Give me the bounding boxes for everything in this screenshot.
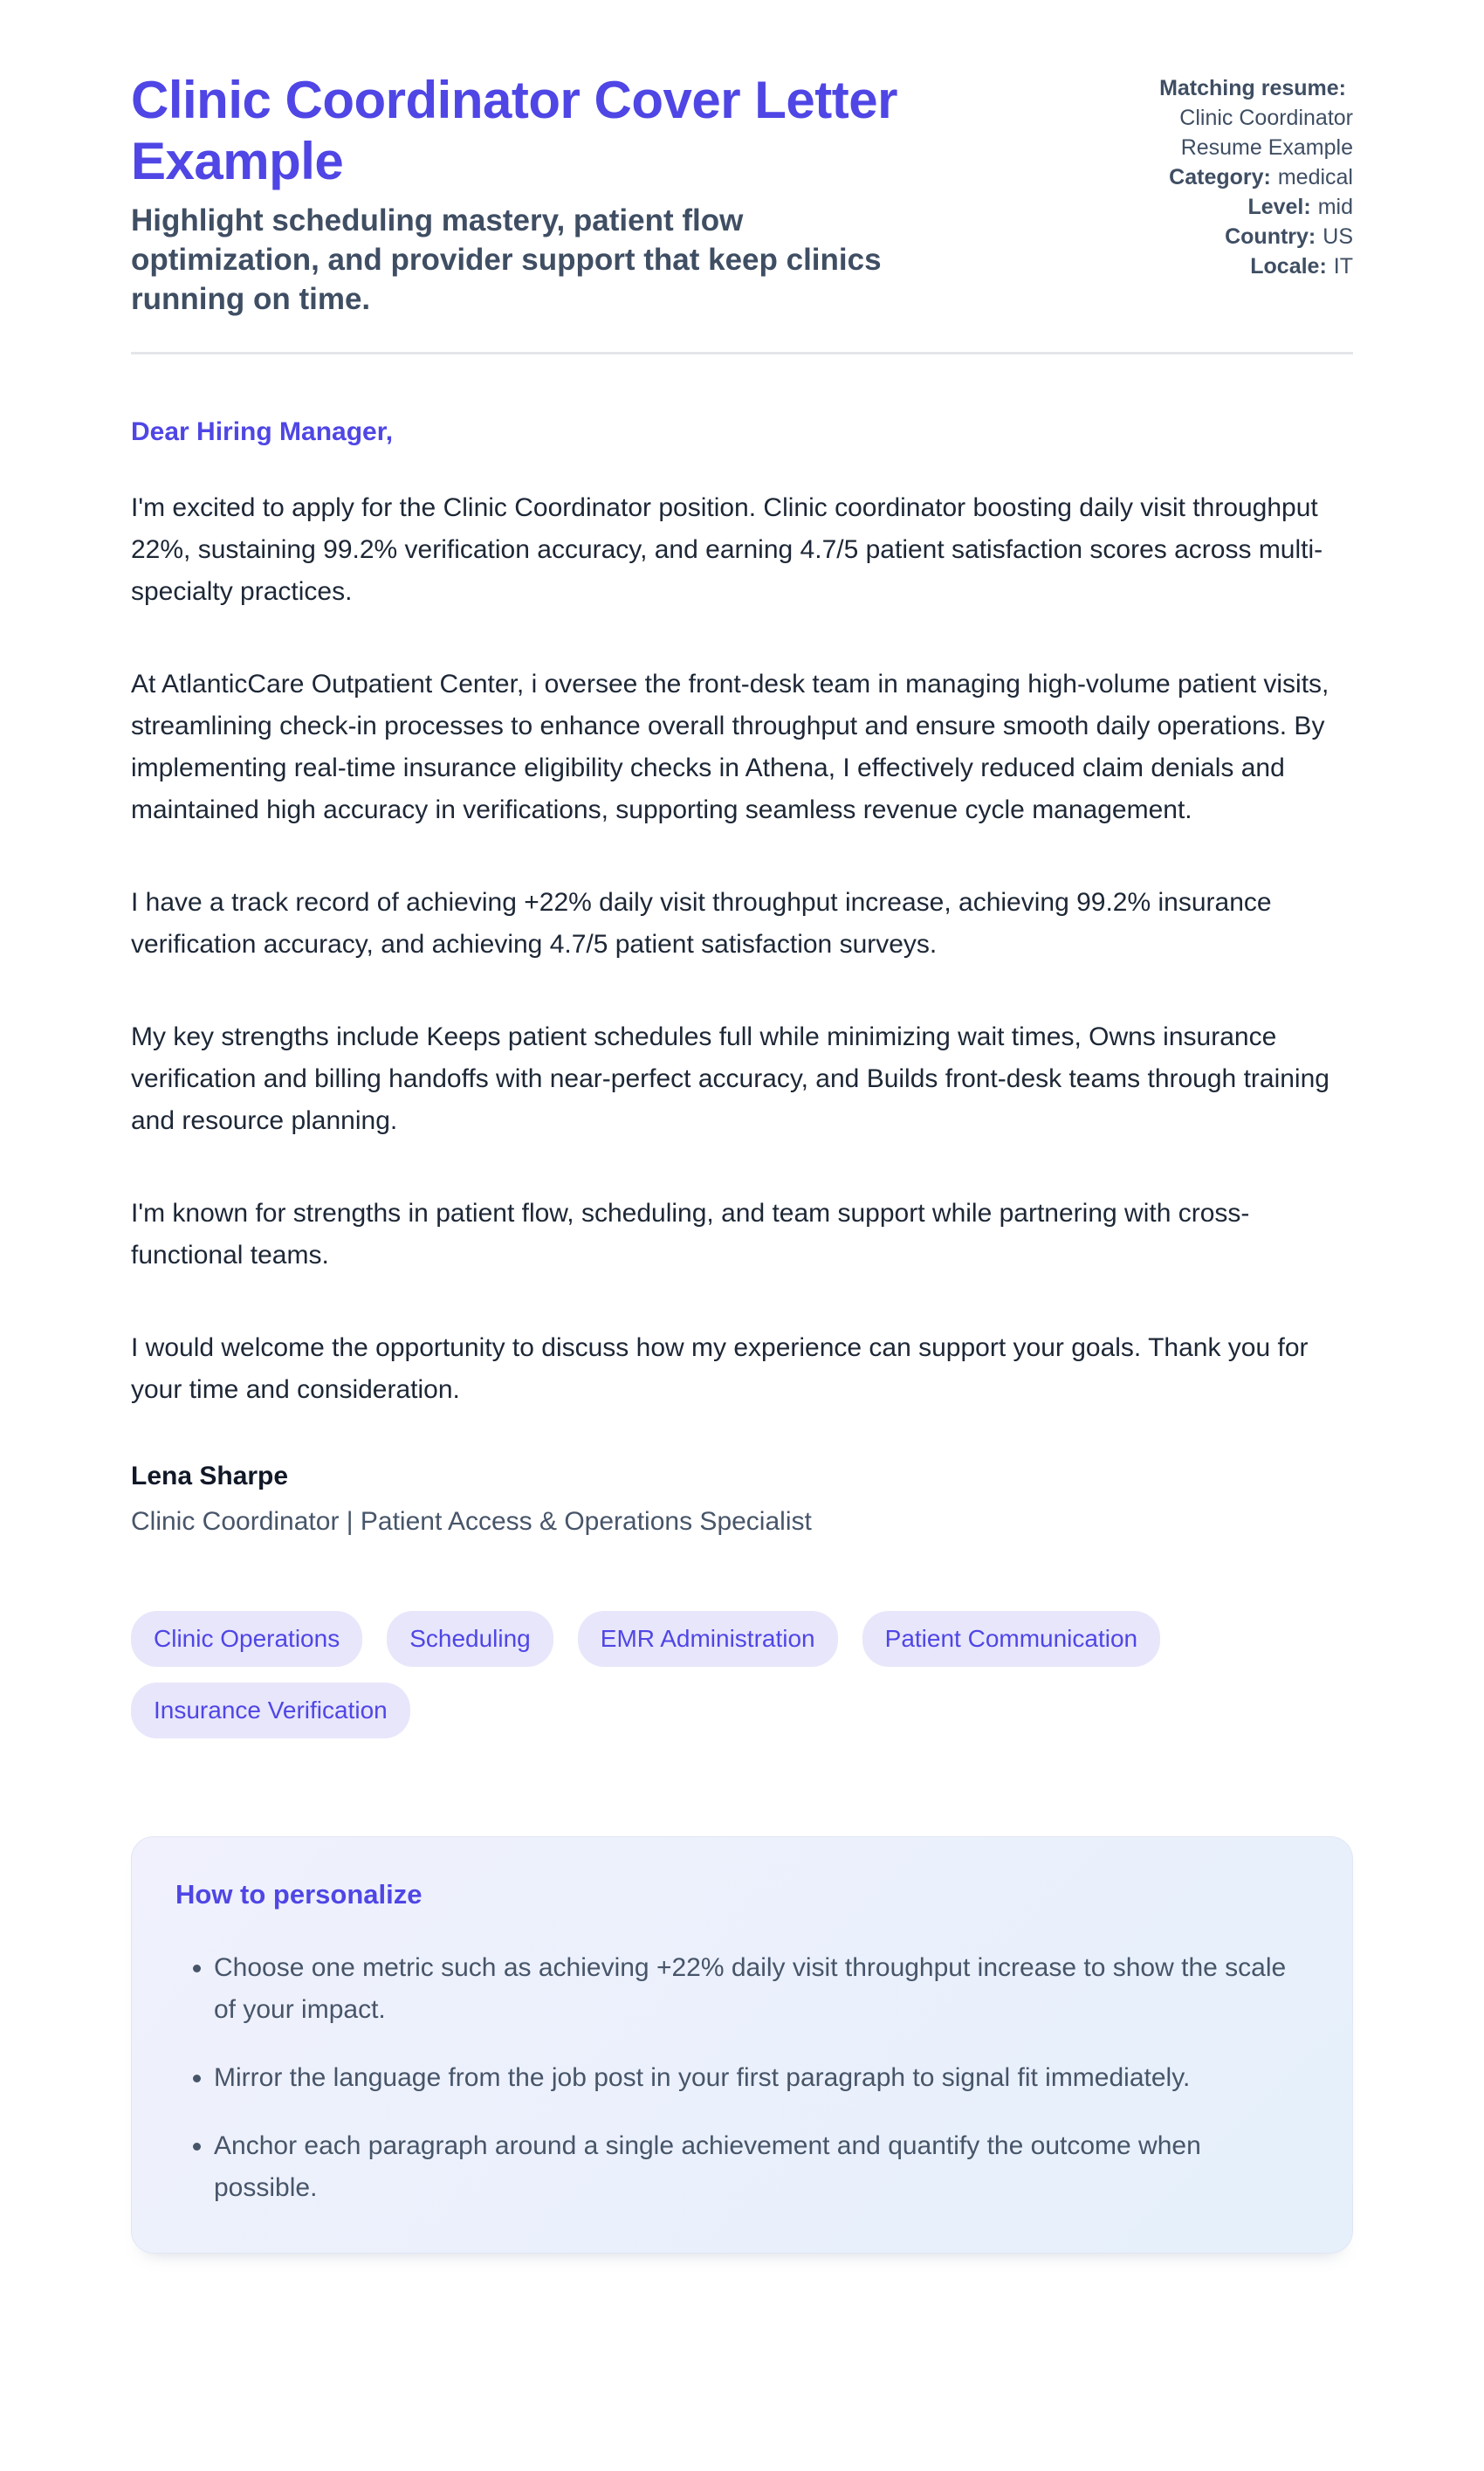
tag-clinic-operations: Clinic Operations	[131, 1611, 362, 1667]
meta-country	[1091, 222, 1353, 251]
page-subtitle: Highlight scheduling mastery, patient flow optimization, and provider support that keep clinics running on time.	[131, 203, 882, 316]
cover-letter-body	[131, 417, 1353, 1738]
paragraph-intro: I'm excited to apply for the Clinic Coordinator position. Clinic coordinator boosting daily visit throughput 22%, sustaining 99.2% verification accuracy, and earning 4.7/5 patient satisfaction scores across multi-specialty practices.	[131, 493, 1323, 606]
paragraph-experience: At AtlanticCare Outpatient Center, i oversee the front-desk team in managing high-volume patient visits, streamlining check-in processes to enhance overall throughput and ensure smooth daily operations. By implementing real-time insurance eligibility checks in Athena, I effectively reduced claim denials and maintained high accuracy in verifications, supporting seamless revenue cycle management.	[131, 670, 1329, 824]
meta-matching-resume-value: Clinic Coordinator Resume Example	[1179, 106, 1353, 160]
signature-name: Lena Sharpe	[131, 1462, 289, 1490]
meta-category-value: medical	[1277, 165, 1353, 189]
meta-level-value: mid	[1317, 195, 1353, 219]
personalize-bullet-metric: • Choose one metric such as achieving +22% daily visit throughput increase to show the scale of your impact.	[214, 1947, 1309, 2031]
tag-patient-communication: Patient Communication	[862, 1611, 1160, 1667]
paragraph-track-record: I have a track record of achieving +22% daily visit throughput increase, achieving 99.2% insurance verification accuracy, and achieving 4.7/5 patient satisfaction surveys.	[131, 888, 1272, 959]
personalize-card	[131, 1836, 1353, 2254]
meta-level-label: Level:	[1247, 195, 1311, 219]
meta-country-label: Country:	[1225, 224, 1316, 249]
signature-title: Clinic Coordinator | Patient Access & Operations Specialist	[131, 1507, 812, 1536]
personalize-title: How to personalize	[175, 1879, 423, 1910]
meta-locale-label: Locale:	[1250, 254, 1327, 279]
meta-matching-resume	[1091, 73, 1353, 162]
meta-block	[1091, 70, 1353, 281]
meta-locale-value: IT	[1333, 254, 1353, 279]
paragraph-strengths: My key strengths include Keeps patient schedules full while minimizing wait times, Owns insurance verification and billing handoffs with near-perfect accuracy, and Builds front-desk teams through training and resource planning.	[131, 1022, 1329, 1135]
personalize-bullet-anchor-paragraph: • Anchor each paragraph around a single achievement and quantify the outcome when possible.	[214, 2125, 1309, 2209]
page-title: Clinic Coordinator Cover Letter Example	[131, 71, 897, 190]
meta-matching-resume-label: Matching resume:	[1159, 76, 1346, 100]
meta-level	[1091, 192, 1353, 222]
header-divider	[131, 352, 1353, 354]
tag-insurance-verification: Insurance Verification	[131, 1683, 410, 1738]
header	[131, 70, 1353, 319]
meta-category	[1091, 162, 1353, 192]
header-title-block	[131, 70, 1056, 319]
salutation: Dear Hiring Manager,	[131, 417, 394, 446]
tag-scheduling: Scheduling	[387, 1611, 553, 1667]
tag-emr-administration: EMR Administration	[578, 1611, 838, 1667]
personalize-bullet-mirror-language: • Mirror the language from the job post in your first paragraph to signal fit immediately.	[214, 2057, 1309, 2099]
meta-locale	[1091, 251, 1353, 281]
paragraph-known-for: I'm known for strengths in patient flow, scheduling, and team support while partnering with cross-functional teams.	[131, 1199, 1250, 1270]
skill-tags	[131, 1611, 1353, 1738]
meta-country-value: US	[1323, 224, 1353, 249]
personalize-list	[175, 1947, 1309, 2209]
signature-block	[131, 1462, 1353, 1537]
meta-category-label: Category:	[1169, 165, 1271, 189]
page	[131, 0, 1353, 2339]
paragraph-closing: I would welcome the opportunity to discuss how my experience can support your goals. Thank you for your time and consideration.	[131, 1333, 1309, 1404]
